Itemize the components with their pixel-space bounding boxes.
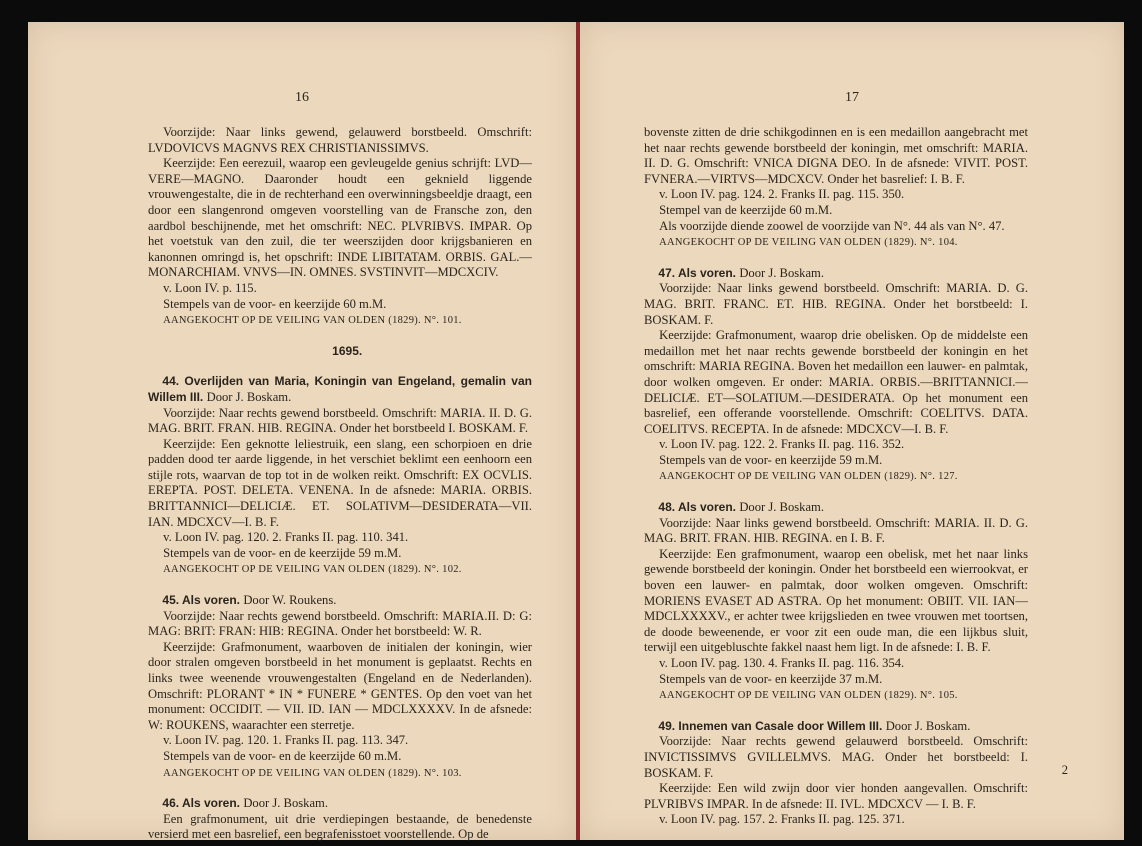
spacer <box>148 578 532 593</box>
acquisition-line <box>644 234 1028 251</box>
acquisition-note: AANGEKOCHT OP DE VEILING VAN OLDEN (1829). N°. 127. <box>659 471 958 483</box>
entry-author: Door W. Roukens. <box>243 593 337 608</box>
page-text <box>644 125 1028 828</box>
paragraph: bovenste zitten de drie schikgodinnen en is een medaillon aangebracht met het naar rechts gewende borstbeeld der koningin, met omschrift: MARIA. II. D. G. Omschrift: VNICA DIGNA DEO. In de afsnede: VIVIT. POST. FVNERA.—VIRTVS—MDCXCV. Onder het basrelief: I. B. F. <box>644 125 1028 186</box>
entry-heading <box>644 719 1028 735</box>
entry-title: 44. Overlijden van Maria, Koningin van Engeland, gemalin van Willem III. <box>148 374 532 404</box>
spacer <box>644 251 1028 266</box>
paragraph: Voorzijde: Naar links gewend borstbeeld. Omschrift: MARIA. D. G. MAG. BRIT. FRANC. ET. HIB. REGINA. Onder het borstbeeld: I. BOSKAM. F. <box>644 281 1028 327</box>
entry-heading <box>148 374 532 405</box>
left-page <box>28 22 576 840</box>
acquisition-note: AANGEKOCHT OP DE VEILING VAN OLDEN (1829). N°. 105. <box>659 690 958 702</box>
paragraph: Voorzijde: Naar rechts gewend gelauwerd borstbeeld. Omschrift: INVICTISSIMVS GVILLELMVS. MAG. Onder het borstbeeld: I. BOSKAM. F. <box>644 734 1028 780</box>
paragraph: Als voorzijde diende zoowel de voorzijde van N°. 44 als van N°. 47. <box>659 218 1005 233</box>
acquisition-note: AANGEKOCHT OP DE VEILING VAN OLDEN (1829). N°. 101. <box>163 315 462 327</box>
entry-author: Door J. Boskam. <box>243 796 328 811</box>
paragraph: Keerzijde: Een wild zwijn door vier honden aangevallen. Omschrift: PLVRIBVS IMPAR. In de afsnede: II. IVL. MDCXCV — I. B. F. <box>644 781 1028 811</box>
spacer <box>148 359 532 374</box>
signature-mark: 2 <box>1061 763 1068 777</box>
paragraph: v. Loon IV. pag. 122. 2. Franks II. pag. 116. 352. <box>659 437 905 452</box>
year-heading: 1695. <box>332 343 363 358</box>
paragraph: v. Loon IV. pag. 130. 4. Franks II. pag. 116. 354. <box>659 656 905 670</box>
spacer <box>644 704 1028 719</box>
paragraph: Stempel van de keerzijde 60 m.M. <box>659 202 833 217</box>
paragraph: Stempels van de voor- en de keerzijde 59 m.M. <box>163 545 402 560</box>
acquisition-line <box>148 561 532 578</box>
acquisition-note: AANGEKOCHT OP DE VEILING VAN OLDEN (1829). N°. 104. <box>659 237 958 249</box>
paragraph: Keerzijde: Grafmonument, waarboven de initialen der koningin, wier door stralen omgeven borstbeeld in het monument is geplaatst. Rechts en links twee weenende vrouwengestalten (Engeland en de Nederlanden). Omschrift: PLORANT * IN * FUNERE * GENTES. Op den voet van het monument: OCCIDIT. — VII. ID. IAN — MDCLXXXXV. In de afsnede: W: ROUKENS, waarachter een sterretje. <box>148 639 532 732</box>
entry-title: 49. Innemen van Casale door Willem III. <box>658 718 883 733</box>
entry-author: Door J. Boskam. <box>206 389 292 404</box>
entry-title: 46. Als voren. <box>162 796 240 811</box>
spacer <box>644 485 1028 500</box>
paragraph: Keerzijde: Een grafmonument, waarop een obelisk, met het naar links gewende borstbeeld der koningin. Onder het borstbeeld een wierrookvat, er boven een lauwer- en palmtak, door wolken omgeven. Omschrift: MORIENS EVASET AD ASTRA. Op het monument: OBIIT. VII. IAN—MDCLXXXXV., er achter twee krijgslieden en twee vrouwen met toortsen, de doode beweenende, er voor zit een oude man, die een lijkbus sluit, terwijl een uitgebluschte fakkel naast hem ligt. In de afsnede: I. B. F. <box>644 546 1028 655</box>
acquisition-note: AANGEKOCHT OP DE VEILING VAN OLDEN (1829). N°. 102. <box>163 564 462 576</box>
entry-title: 48. Als voren. <box>658 500 736 515</box>
paragraph: Voorzijde: Naar rechts gewend borstbeeld. Omschrift: MARIA. II. D. G. MAG. BRIT. FRAN. HIB. REGINA. Onder het borstbeeld I. BOSKAM. F. <box>148 405 532 436</box>
paragraph: v. Loon IV. pag. 124. 2. Franks II. pag. 115. 350. <box>659 187 905 202</box>
entry-author: Door J. Boskam. <box>885 718 971 733</box>
paragraph: Keerzijde: Grafmonument, waarop drie obelisken. Op de middelste een medaillon met het naar rechts gewende borstbeeld der koningin en het omschrift: MARIA REGINA. Boven het medaillon een lauwer- en palmtak, door wolken omgeven. Er onder: MARIA. ORBIS.—BRITTANNICI.—DELICIÆ. ET—SOLATIUM.—DESIDERATA. Op het monument een basrelief, een offerande voorstellende. Omschrift: COELITVS. DATA. COELITVS. RECEPTA. In de afsnede: MDCXCV—I. B. F. <box>644 328 1028 436</box>
paragraph: v. Loon IV. pag. 120. 2. Franks II. pag. 110. 341. <box>163 530 409 545</box>
entry-heading <box>148 796 532 812</box>
paragraph: v. Loon IV. pag. 120. 1. Franks II. pag. 113. 347. <box>163 733 409 748</box>
entry-title: 45. Als voren. <box>162 593 240 608</box>
entry-heading <box>644 500 1028 516</box>
paragraph: Stempels van de voor- en keerzijde 59 m.M. <box>659 452 883 467</box>
acquisition-line <box>644 687 1028 704</box>
page-number: 16 <box>295 90 309 105</box>
paragraph: Voorzijde: Naar rechts gewend borstbeeld. Omschrift: MARIA.II. D: G: MAG: BRIT: FRAN: HIB: REGINA. Onder het borstbeeld: W. R. <box>148 608 532 639</box>
paragraph: v. Loon IV. p. 115. <box>163 280 257 295</box>
paragraph: Voorzijde: Naar links gewend, gelauwerd borstbeeld. Omschrift: LVDOVICVS MAGNVS REX CHRISTIANISSIMVS. <box>148 125 532 155</box>
paragraph: Stempels van de voor- en keerzijde 60 m.M. <box>163 296 387 311</box>
paragraph: Een grafmonument, uit drie verdiepingen bestaande, de benedenste versierd met een basrelief, een begrafenisstoet voorstellende. Op de <box>148 811 532 842</box>
page-text <box>148 125 532 843</box>
page-number: 17 <box>845 90 859 105</box>
right-page <box>580 22 1124 840</box>
entry-author: Door J. Boskam. <box>739 500 824 515</box>
entry-heading <box>644 266 1028 282</box>
paragraph: Keerzijde: Een geknotte leliestruik, een slang, een schorpioen en drie padden dood ter aarde liggende, in het verschiet beklimt een eenhoorn een stijle rots, waarvan de top tot in de wolken reikt. Omschrift: EX OCVLIS. EREPTA. POST. DELETA. VENENA. In de afsnede: MARIA. ORBIS. BRITTANNICI—DELICIÆ. ET. SOLATIVM—DESIDERATA—VII. IAN. MDCXCV—I. B. F. <box>148 436 532 529</box>
spacer <box>148 329 532 344</box>
paragraph: Voorzijde: Naar links gewend borstbeeld. Omschrift: MARIA. II. D. G. MAG. BRIT. FRAN. HIB. REGINA. en I. B. F. <box>644 515 1028 546</box>
entry-title: 47. Als voren. <box>658 265 736 280</box>
acquisition-note: AANGEKOCHT OP DE VEILING VAN OLDEN (1829). N°. 103. <box>163 767 462 779</box>
acquisition-line <box>148 765 532 782</box>
entry-author: Door J. Boskam. <box>739 265 824 280</box>
paragraph: Stempels van de voor- en keerzijde 37 m.M. <box>659 671 883 686</box>
acquisition-line <box>148 312 532 329</box>
acquisition-line <box>644 468 1028 485</box>
paragraph: v. Loon IV. pag. 157. 2. Franks II. pag. 125. 371. <box>659 812 905 827</box>
paragraph: Keerzijde: Een eerezuil, waarop een gevleugelde genius schrijft: LVD—VERE—MAGNO. Daaronder houdt een geknield liggende vrouwengestalte, die in de rechterhand een overwinningsbeeldje draagt, een door een slangenrond omgeven voorstelling van de Fransche zon, den aardbol beschijnende, met het omschrift: NEC. PLVRIBVS. IMPAR. Op het voetstuk van den zuil, die ter weerszijden door krijgsbanieren en kanonnen omringd is, het opschrift: INDE LIBITATAM. ORBIS. GAL.—MONARCHIAM. VNVS—IN. OMNES. SVSTINVIT—MDCXCIV. <box>148 156 532 280</box>
entry-heading <box>148 593 532 609</box>
paragraph: Stempels van de voor- en de keerzijde 60 m.M. <box>163 748 402 763</box>
spacer <box>148 781 532 796</box>
